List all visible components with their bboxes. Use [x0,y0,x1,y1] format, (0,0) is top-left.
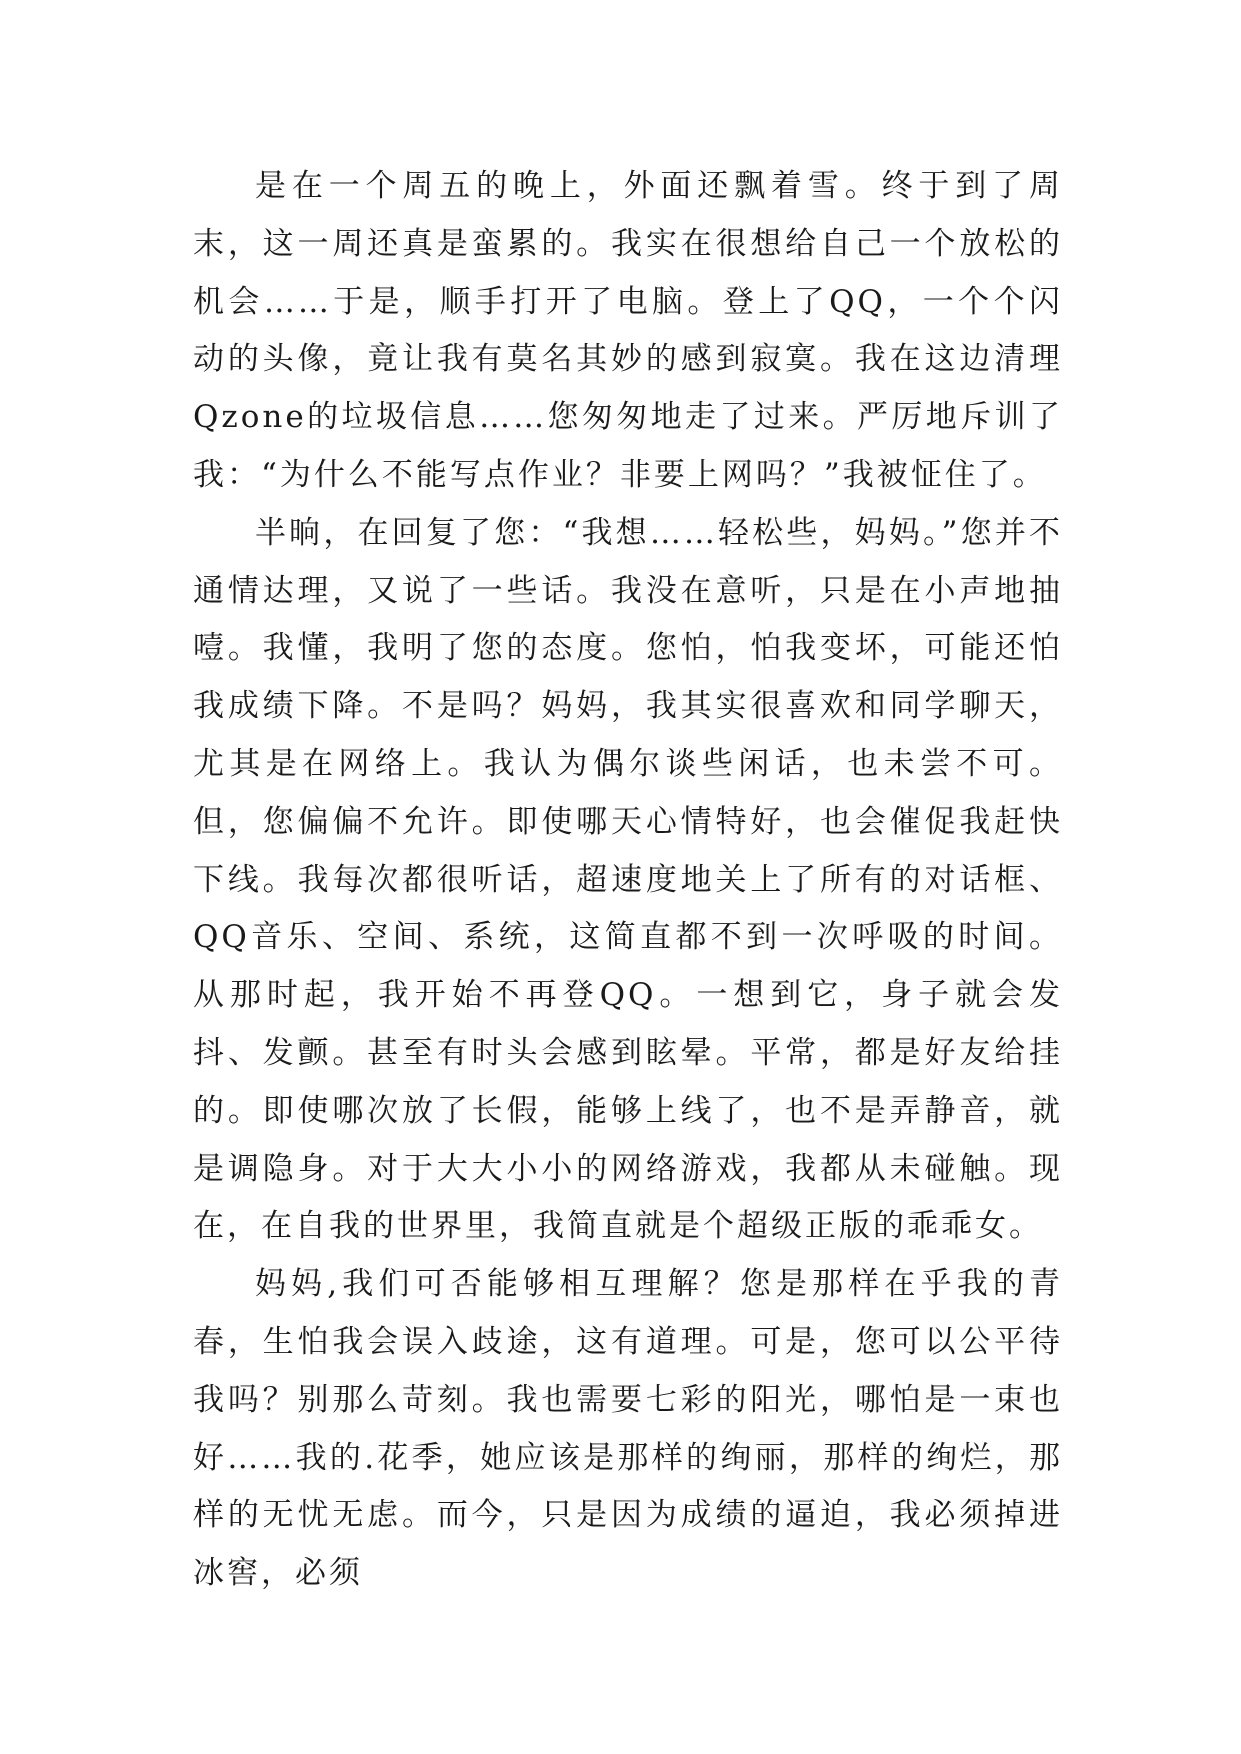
paragraph-1: 是在一个周五的晚上，外面还飘着雪。终于到了周末，这一周还真是蛮累的。我实在很想给自己一个放松的机会……于是，顺手打开了电脑。登上了QQ，一个个闪动的头像，竟让我有莫名其妙的感到寂寞。我在这边清理Qzone的垃圾信息……您匆匆地走了过来。严厉地斥训了我：“为什么不能写点作业？非要上网吗？”我被怔住了。 [193,168,1063,493]
paragraph-2: 半晌，在回复了您：“我想……轻松些，妈妈。”您并不通情达理，又说了一些话。我没在意听，只是在小声地抽噎。我懂，我明了您的态度。您怕，怕我变坏，可能还怕我成绩下降。不是吗？妈妈，我其实很喜欢和同学聊天，尤其是在网络上。我认为偶尔谈些闲话，也未尝不可。但，您偏偏不允许。即使哪天心情特好，也会催促我赶快下线。我每次都很听话，超速度地关上了所有的对话框、QQ音乐、空间、系统，这简直都不到一次呼吸的时间。从那时起，我开始不再登QQ。一想到它，身子就会发抖、发颤。甚至有时头会感到眩晕。平常，都是好友给挂的。即使哪次放了长假，能够上线了，也不是弄静音，就是调隐身。对于大大小小的网络游戏，我都从未碰触。现在，在自我的世界里，我简直就是个超级正版的乖乖女。 [193,514,1063,1245]
document-body [193,158,1063,1603]
paragraph-3: 妈妈,我们可否能够相互理解？您是那样在乎我的青春，生怕我会误入歧途，这有道理。可是，您可以公平待我吗？别那么苛刻。我也需要七彩的阳光，哪怕是一束也好……我的.花季，她应该是那样的绚丽，那样的绚烂，那样的无忧无虑。而今，只是因为成绩的逼迫，我必须掉进冰窖，必须 [193,1266,1063,1592]
